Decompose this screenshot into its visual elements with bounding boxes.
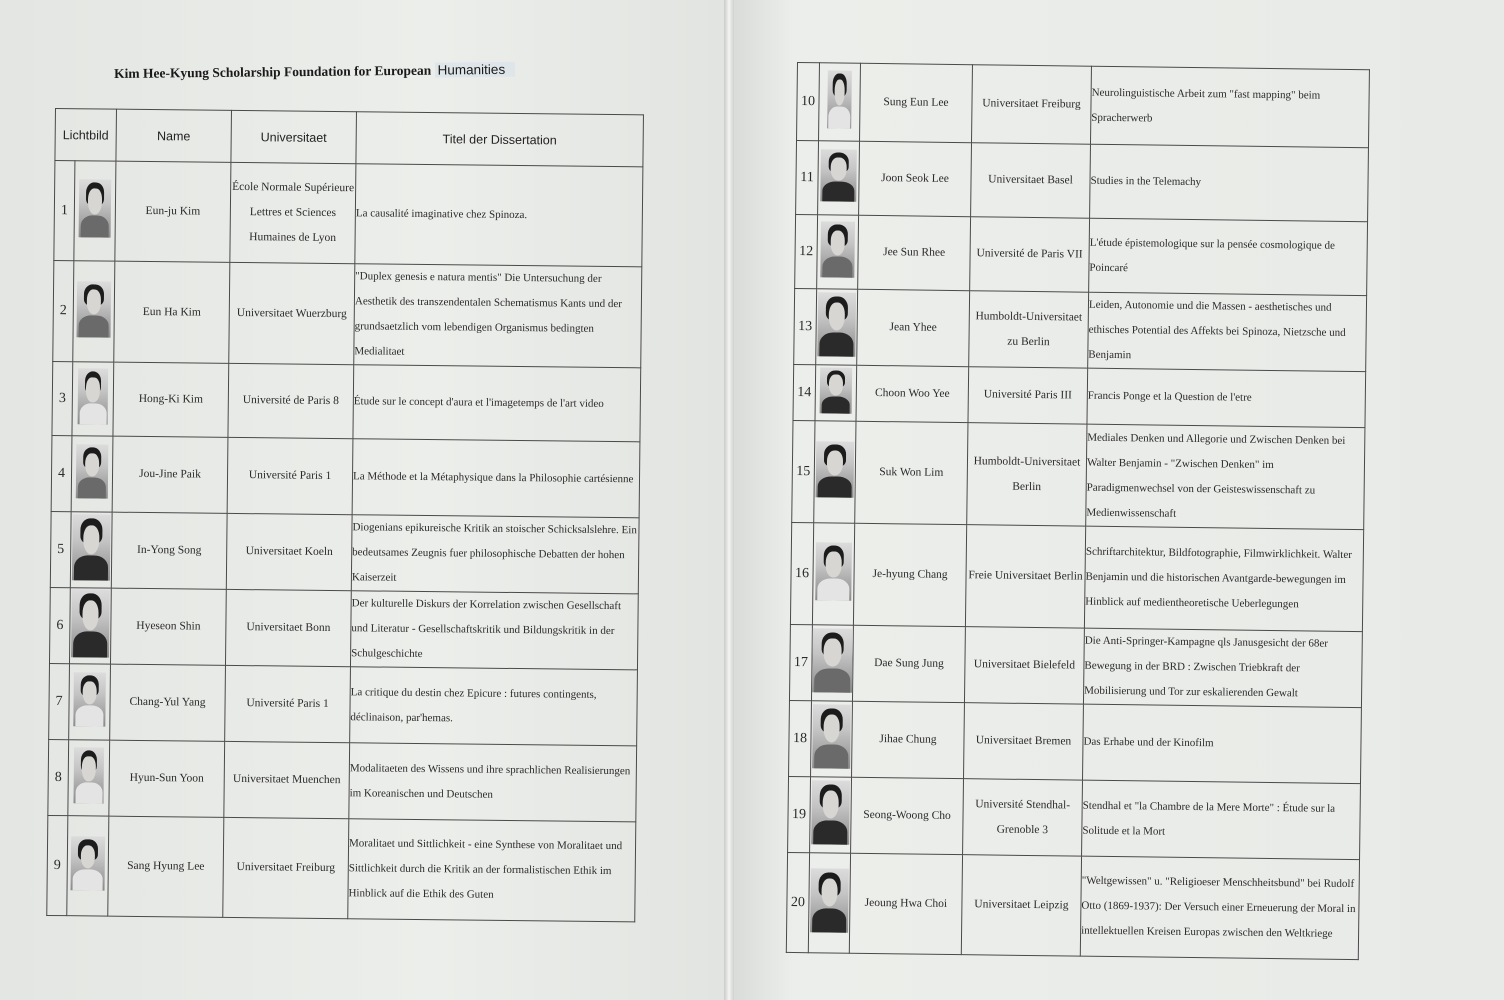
scholar-name: Sung Eun Lee [860, 63, 973, 142]
photo-cell [817, 215, 859, 290]
university-name: Université Paris 1 [225, 665, 351, 742]
title-highlight: Humanities [435, 62, 516, 78]
photo-cell [68, 740, 110, 816]
header-university: Universitaet [231, 110, 357, 163]
scholar-name: Jee Sun Rhee [858, 215, 971, 290]
table-row [51, 435, 640, 517]
row-number: 11 [796, 141, 819, 215]
university-name: Freie Universitaet Berlin [965, 525, 1085, 628]
header-name: Name [116, 109, 232, 162]
photo-cell [70, 512, 112, 588]
table-row [786, 852, 1359, 959]
scholar-name: Jeoung Hwa Choi [849, 853, 962, 954]
scholar-name: Jihae Chung [852, 701, 965, 778]
portrait-photo [71, 589, 110, 657]
scholar-name: Eun-ju Kim [115, 161, 231, 262]
photo-cell [74, 161, 116, 261]
scholar-table-right [786, 62, 1370, 960]
photo-cell [808, 853, 850, 954]
photo-cell [814, 421, 856, 524]
scholar-name: Hyeseon Shin [110, 588, 226, 665]
portrait-photo [820, 367, 853, 413]
row-number: 10 [797, 63, 820, 141]
photo-cell [819, 63, 861, 142]
university-name: Universitaet Muenchen [224, 741, 350, 818]
dissertation-title: Schriftarchitektur, Bildfotographie, Filmwirklichkeit. Walter Benjamin und die historischen Avantgarde-bewegungen im Hinblick auf medientheoretische Ueberlegungen [1084, 526, 1363, 631]
university-name: Université Paris 1 [227, 437, 353, 514]
portrait-photo [817, 292, 856, 356]
dissertation-title: Leiden, Autonomie und die Massen - aesthetisches und ethisches Potential des Affekts bei Spinoza, Nietzsche und Benjamin [1088, 292, 1367, 371]
portrait-photo [812, 704, 851, 768]
row-number: 18 [789, 700, 812, 776]
portrait-photo [812, 628, 853, 692]
dissertation-title: Neurolinguistische Arbeit zum "fast mapping" beim Spracherwerb [1090, 66, 1369, 147]
row-number: 13 [794, 288, 817, 364]
row-number: 14 [793, 364, 816, 420]
photo-cell [67, 816, 109, 916]
right-table-body [786, 63, 1369, 960]
row-number: 3 [52, 361, 73, 435]
dissertation-title: Diogenians epikureische Kritik an stoischer Schicksalslehre. Ein bedeutsames Zeugnis fuer philosophische Debatten der hohen Kaiserzeit [351, 515, 639, 594]
table-row [790, 522, 1363, 631]
dissertation-title: Stendhal et "la Chambre de la Mere Morte" : Étude sur la Solitude et la Mort [1082, 780, 1361, 859]
table-row [789, 624, 1362, 707]
row-number: 2 [53, 260, 74, 361]
dissertation-title: "Duplex genesis e natura mentis" Die Untersuchung der Aesthetik des transzendentalen Schematismus Kants und der grundsaetzlich vom lebendigen Organismus bedingten Medialitaet [354, 264, 642, 368]
table-row [794, 288, 1367, 371]
portrait-photo [79, 179, 112, 237]
university-name: Universitaet Freiburg [223, 817, 349, 918]
row-number: 15 [792, 420, 815, 522]
scholar-name: Joon Seok Lee [859, 141, 972, 216]
row-number: 17 [789, 624, 812, 700]
scholar-name: In-Yong Song [111, 512, 227, 589]
book-gutter [724, 0, 734, 1000]
table-row [792, 420, 1365, 529]
portrait-photo [76, 444, 109, 498]
dissertation-title: Étude sur le concept d'aura et l'imagetemps de l'art video [353, 365, 641, 442]
table-row [54, 161, 643, 267]
dissertation-title: Moralitaet und Sittlichkeit - eine Synthese von Moralitaet und Sittlichkeit durch die Kritik an der formalistischen Ethik im Hinblick auf die Ethik des Guten [348, 819, 636, 922]
dissertation-title: Mediales Denken und Allegorie und Zwischen Denken bei Walter Benjamin - "Zwischen Denken" im Paradigmenwechsel von der Geisteswissenschaft zu Medienwissenschaft [1086, 424, 1365, 529]
university-name: Universitaet Koeln [226, 513, 352, 590]
dissertation-title: La Méthode et la Métaphysique dans la Philosophie cartésienne [352, 439, 640, 518]
dissertation-title: Modalitaeten des Wissens und ihre sprachlichen Realisierungen im Koreanischen und Deutschen [349, 743, 637, 822]
table-row [49, 663, 638, 745]
dissertation-title: Studies in the Telemachy [1090, 144, 1369, 221]
university-name: Universitaet Bremen [964, 703, 1084, 780]
table-row [52, 361, 641, 441]
table-row [49, 587, 638, 669]
row-number: 12 [795, 214, 818, 288]
scholar-name: Suk Won Lim [855, 421, 968, 524]
photo-cell [812, 523, 854, 626]
photo-cell [816, 289, 858, 366]
row-number: 5 [50, 511, 71, 587]
university-name: Universitaet Freiburg [971, 65, 1091, 144]
table-row [47, 815, 636, 921]
dissertation-title: Der kulturelle Diskurs der Korrelation zwischen Gesellschaft und Literatur - Gesellschaftskritik und Bildungskritik in der Schulgeschichte [350, 591, 638, 670]
scholar-name: Chang-Yul Yang [110, 664, 226, 741]
university-name: Universitaet Leipzig [961, 855, 1081, 956]
portrait-photo [820, 149, 857, 201]
photo-cell [815, 365, 857, 422]
university-name: Universitaet Bielefeld [964, 627, 1084, 704]
photo-cell [810, 777, 852, 854]
university-name: Humboldt-Universitaet zu Berlin [969, 291, 1089, 368]
table-row [797, 63, 1370, 148]
university-name: Université Stendhal- Grenoble 3 [963, 779, 1083, 856]
portrait-photo [827, 70, 852, 128]
university-name: Universitaet Wuerzburg [229, 262, 355, 364]
portrait-photo [811, 780, 850, 844]
row-number: 16 [790, 522, 813, 624]
dissertation-title: La causalité imaginative chez Spinoza. [355, 164, 643, 267]
portrait-photo [816, 441, 855, 497]
portrait-photo [815, 542, 852, 600]
table-row [50, 511, 639, 593]
scholar-name: Hong-Ki Kim [113, 362, 229, 437]
table-row [789, 700, 1362, 783]
row-number: 4 [51, 435, 72, 511]
photo-cell [811, 625, 853, 702]
scholar-table-left [46, 108, 644, 922]
dissertation-title: Das Erhabe und der Kinofilm [1082, 704, 1361, 783]
portrait-photo [73, 747, 104, 803]
scholar-name: Jou-Jine Paik [112, 436, 228, 513]
scholar-name: Hyun-Sun Yoon [109, 740, 225, 817]
row-number: 6 [49, 587, 70, 663]
title-main: Kim Hee-Kyung Scholarship Foundation for European [114, 62, 432, 81]
left-table-body [47, 161, 643, 922]
table-row [53, 260, 642, 367]
scholar-name: Eun Ha Kim [114, 261, 230, 363]
photo-cell [69, 588, 111, 664]
university-name: École Normale Supérieure Lettres et Sciences Humaines de Lyon [230, 162, 356, 263]
photo-cell [69, 664, 111, 740]
dissertation-title: Die Anti-Springer-Kampagne qls Janusgesicht der 68er Bewegung in der BRD : Zwischen Triebkraft der Mobilisierung und Tor zur eskalierenden Gewalt [1083, 628, 1362, 707]
table-row [788, 776, 1361, 859]
portrait-photo [820, 221, 855, 277]
scholar-name: Jean Yhee [857, 289, 970, 366]
row-number: 19 [788, 776, 811, 852]
scholar-name: Dae Sung Jung [852, 625, 965, 702]
scholar-name: Sang Hyung Lee [108, 816, 224, 917]
university-name: Université Paris III [968, 367, 1088, 424]
table-header-row [55, 109, 644, 167]
dissertation-title: La critique du destin chez Epicure : futures contingents, déclinaison, par'hemas. [350, 667, 638, 746]
dissertation-title: L'étude épistemologique sur la pensée cosmologique de Poincaré [1089, 218, 1368, 295]
photo-cell [811, 701, 853, 778]
table-row [793, 364, 1366, 427]
row-number: 7 [49, 663, 70, 739]
dissertation-title: Francis Ponge et la Question de l'etre [1087, 368, 1366, 427]
dissertation-title: "Weltgewissen" u. "Religioeser Menschheitsbund" bei Rudolf Otto (1869-1937): Der Versuch einer Erneuerung der Moral in intellektuellen Kreisen Europas zwischen den Weltkriege [1080, 856, 1359, 959]
portrait-photo [810, 868, 849, 932]
row-number: 20 [786, 852, 809, 952]
table-row [796, 141, 1369, 222]
university-name: Universitaet Basel [971, 143, 1091, 218]
portrait-photo [72, 514, 111, 580]
photo-cell [73, 261, 115, 362]
photo-cell [71, 436, 113, 512]
scholar-name: Je-hyung Chang [853, 523, 966, 626]
table-row [48, 739, 637, 821]
header-photo: Lichtbild [55, 109, 117, 162]
table-row [795, 214, 1368, 295]
portrait-photo [73, 672, 106, 726]
portrait-photo [71, 836, 106, 890]
university-name: Humboldt-Universitaet Berlin [967, 423, 1087, 526]
university-name: Université de Paris VII [970, 217, 1090, 292]
photo-cell [72, 362, 114, 436]
row-number: 1 [54, 161, 75, 261]
scholar-name: Seong-Woong Cho [851, 777, 964, 854]
header-title: Titel der Dissertation [356, 112, 644, 167]
portrait-photo [78, 368, 109, 424]
row-number: 8 [48, 739, 69, 815]
university-name: Universitaet Bonn [225, 589, 351, 666]
portrait-photo [77, 281, 112, 337]
photo-cell [818, 141, 860, 216]
row-number: 9 [47, 815, 68, 915]
university-name: Université de Paris 8 [228, 363, 354, 438]
scholar-name: Choon Woo Yee [856, 365, 969, 422]
